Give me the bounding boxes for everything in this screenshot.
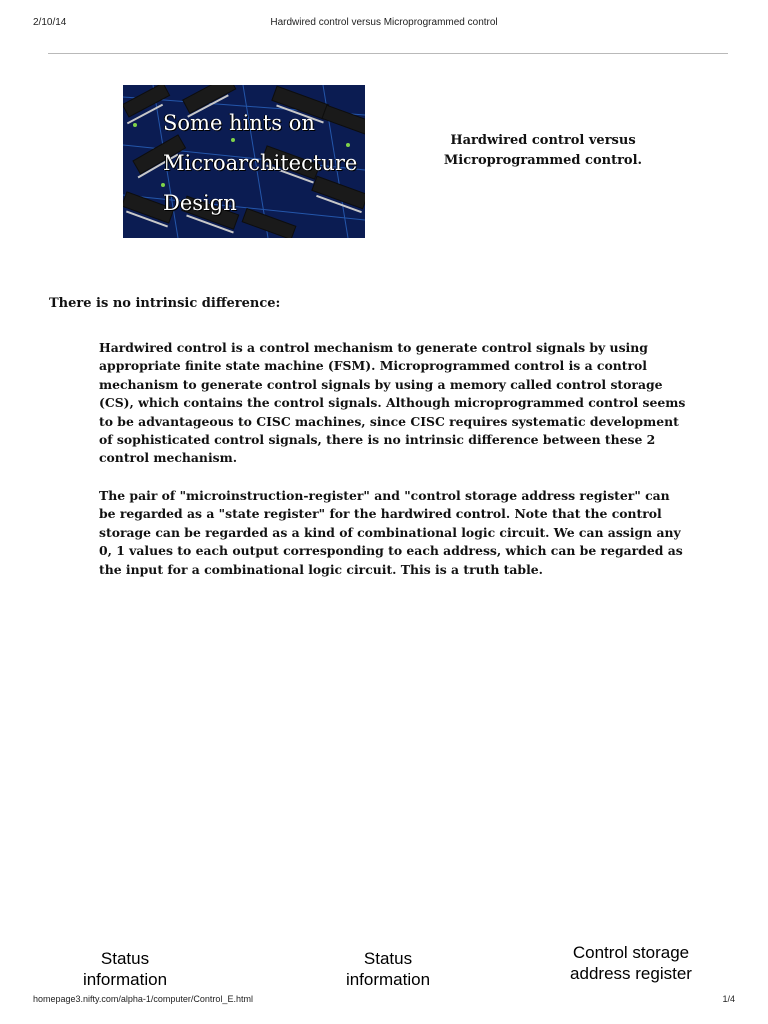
diagram-label-line: Control storage <box>572 943 690 962</box>
print-page-number: 1/4 <box>722 994 735 1004</box>
banner-caption <box>163 103 357 223</box>
diagram-label-line: Status <box>100 949 150 968</box>
diagram-label-control-storage-address-register <box>555 942 707 984</box>
document-title-line-1: Hardwired control versus <box>450 133 636 148</box>
paragraph-state-register: The pair of "microinstruction-register" and "control storage address register" can be regarded as a "state register" for the hardwired control. Note that the control storage can be regarded as a kind of combinational logic circuit. We can assign any 0, 1 values to each output corresponding to each address, which can be regarded as the input for a combinational logic circuit. This is a truth table. <box>99 488 683 577</box>
print-page-title: Hardwired control versus Microprogrammed control <box>270 17 498 28</box>
diagram-label-status-information-2 <box>333 948 443 990</box>
diagram-label-line: information <box>345 970 431 989</box>
paragraph-hardwired-vs-microprogrammed: Hardwired control is a control mechanism to generate control signals by using appropriate finite state machine (FSM). Microprogrammed control is a control mechanism to generate control signals by using a memory called control storage (CS), which contains the control signals. Although microprogrammed control seems to be advantageous to CISC machines, since CISC requires systematic development of sophisticated control signals, there is no intrinsic difference between these 2 control mechanism. <box>99 340 686 466</box>
banner-image <box>123 85 365 238</box>
banner-line-1: Some hints on <box>163 111 315 135</box>
print-source-url: homepage3.nifty.com/alpha-1/computer/Control_E.html <box>33 994 253 1004</box>
document-title-line-2: Microprogrammed control. <box>443 153 643 168</box>
diagram-label-status-information-1 <box>70 948 180 990</box>
diagram-label-line: address register <box>570 964 692 983</box>
banner-line-2: Microarchitecture <box>163 151 358 175</box>
document-title <box>420 131 666 171</box>
banner-line-3: Design <box>163 191 237 215</box>
print-header <box>0 17 768 33</box>
header-divider <box>48 53 728 54</box>
diagram-label-line: information <box>82 970 168 989</box>
print-date: 2/10/14 <box>33 17 67 28</box>
print-footer <box>0 994 768 1010</box>
diagram-label-line: Status <box>363 949 413 968</box>
intro-heading: There is no intrinsic difference: <box>49 296 281 311</box>
